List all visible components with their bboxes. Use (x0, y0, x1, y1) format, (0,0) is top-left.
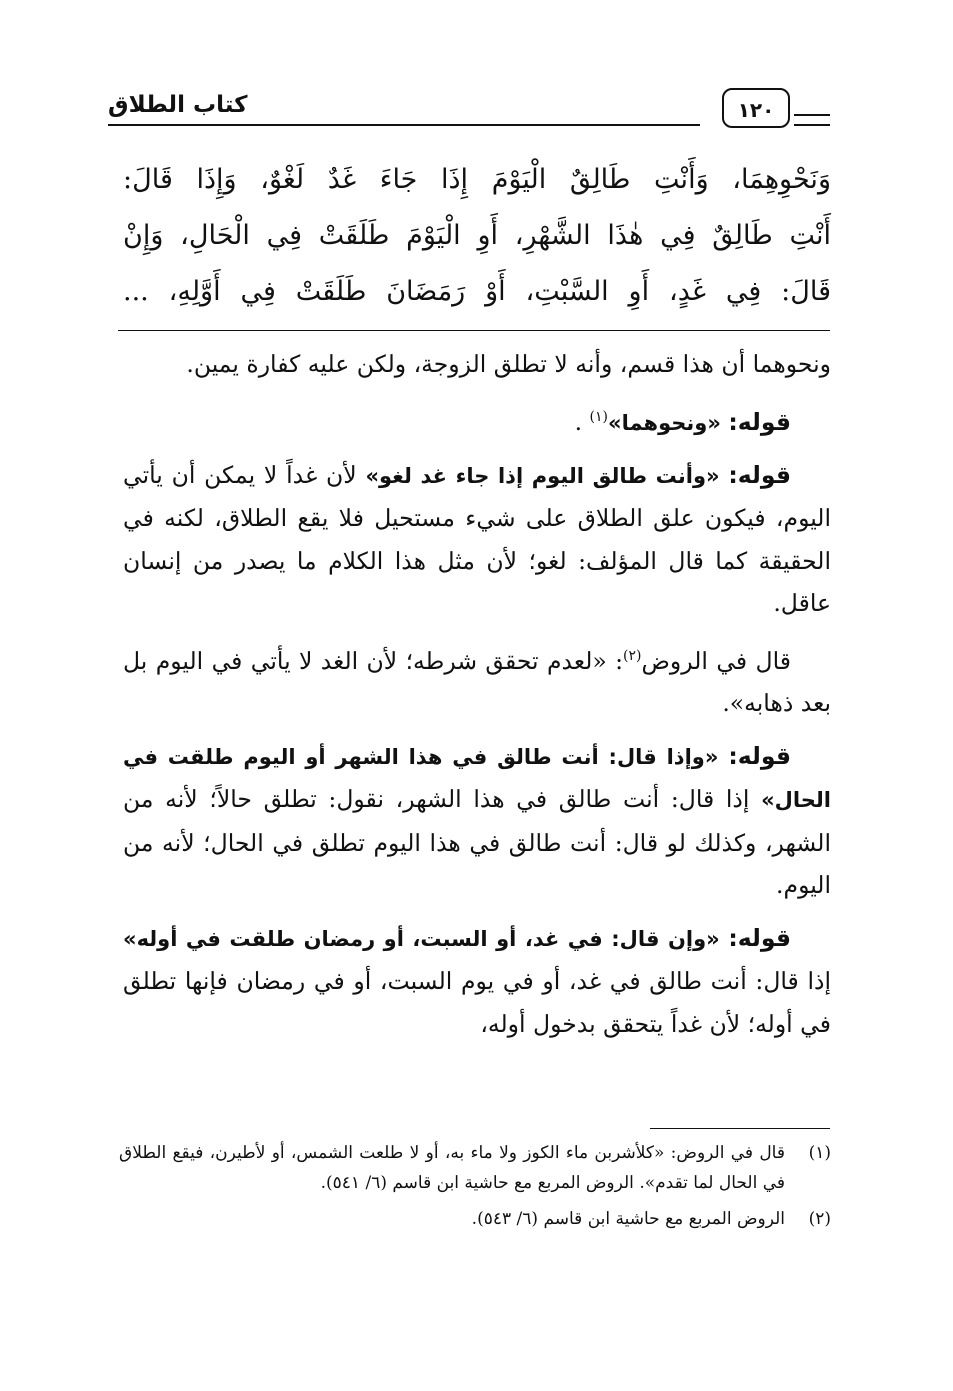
qawluhu-label: قوله: (728, 741, 791, 770)
matn-quote: «وأنت طالق اليوم إذا جاء غد لغو» (365, 463, 720, 488)
qawluhu-label: قوله: (728, 407, 791, 436)
commentary-paragraph (123, 396, 831, 444)
footnote-marker: (٢) (623, 647, 642, 664)
page-number: ١٢٠ (722, 88, 790, 128)
paragraph-text: : «لعدم تحقق شرطه؛ لأن الغد لا يأتي في اليوم بل بعد ذهابه». (123, 646, 831, 718)
header-rule (108, 124, 700, 126)
matn-separator (118, 330, 830, 331)
matn-line: قَالَ: فِي غَدٍ، أَوِ السَّبْتِ، أَوْ رَمَضَانَ طَلَقَتْ فِي أَوَّلِهِ، ... (123, 276, 831, 307)
commentary-body (123, 343, 831, 1055)
footnotes (119, 1138, 831, 1240)
paragraph-text: ونحوهما أن هذا قسم، وأنه لا تطلق الزوجة، ولكن عليه كفارة يمين. (186, 350, 831, 378)
qawluhu-label: قوله: (728, 923, 791, 952)
commentary-paragraph (123, 635, 831, 725)
page-header (108, 86, 830, 136)
footnote-number: (٢) (808, 1209, 831, 1229)
footnote-number: (١) (808, 1143, 831, 1163)
commentary-paragraph (123, 454, 831, 625)
paragraph-text: إذا قال: أنت طالق في هذا الشهر، نقول: تطلق حالاً؛ لأنه من الشهر، وكذلك لو قال: أنت طالق في هذا اليوم تطلق في الحال؛ لأنه من اليوم. (123, 785, 831, 900)
paragraph-text: إذا قال: أنت طالق في غد، أو في يوم السبت، أو في رمضان فإنها تطلق في أوله؛ لأن غداً يتحقق بدخول أوله، (123, 967, 831, 1038)
paragraph-text: . (574, 407, 583, 436)
footnote-separator (650, 1128, 830, 1129)
qawluhu-label: قوله: (728, 460, 791, 489)
matn-line: أَنْتِ طَالِقٌ فِي هٰذَا الشَّهْرِ، أَوِ الْيَوْمَ طَلَقَتْ فِي الْحَالِ، وَإِنْ (123, 220, 831, 251)
matn-quote: «وإذا قال: أنت طالق في هذا الشهر أو اليوم طلقت في الحال» (123, 744, 831, 813)
matn-quote: «ونحوهما» (608, 410, 721, 435)
commentary-paragraph (123, 343, 831, 386)
paragraph-text: لأن غداً لا يمكن أن يأتي اليوم، فيكون علق الطلاق على شيء مستحيل فلا يقع الطلاق، لكنه في الحقيقة كما قال المؤلف: لغو؛ لأن مثل هذا الكلام ما يصدر من إنسان عاقل. (123, 460, 831, 618)
matn-line: وَنَحْوِهِمَا، وَأَنْتِ طَالِقٌ الْيَوْمَ إِذَا جَاءَ غَدٌ لَغْوٌ، وَإِذَا قَالَ: (123, 164, 831, 195)
footnote (119, 1138, 831, 1198)
running-title: كتاب الطلاق (108, 92, 248, 118)
matn-text (123, 152, 831, 320)
paragraph-text: قال في الروض (641, 646, 791, 675)
footnote-marker: (١) (589, 408, 608, 425)
header-double-rule (794, 114, 830, 126)
footnote-text: قال في الروض: «كلأشربن ماء الكوز ولا ماء به، أو لا طلعت الشمس، أو لأطيرن، فيقع الطلاق في الحال لما تقدم». الروض المربع مع حاشية ابن قاسم (٦/ ٥٤١). (119, 1143, 785, 1193)
footnote-text: الروض المربع مع حاشية ابن قاسم (٦/ ٥٤٣). (471, 1209, 785, 1229)
commentary-paragraph (123, 917, 831, 1046)
footnote (119, 1204, 831, 1234)
commentary-paragraph (123, 735, 831, 907)
matn-quote: «وإن قال: في غد، أو السبت، أو رمضان طلقت في أوله» (123, 926, 720, 951)
